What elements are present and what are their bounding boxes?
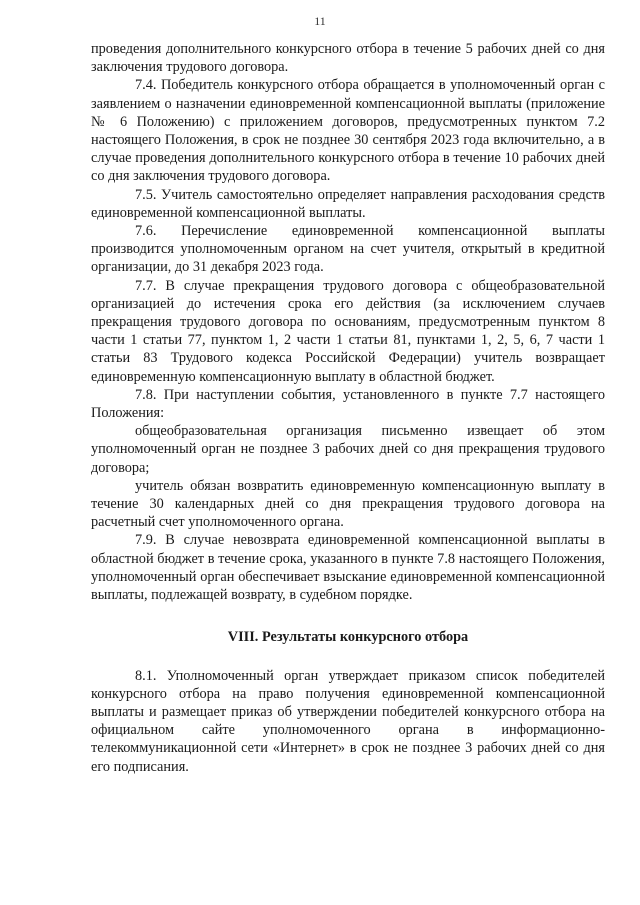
paragraph-8-1: 8.1. Уполномоченный орган утверждает приказом список победителей конкурсного отбора на право получения единовременной компенсационной выплаты и размещает приказ об утверждении победителей конкурсного отбора на официальном сайте уполномоченного органа в информационно-телекоммуникационной сети «Интернет» в срок не позднее 3 рабочих дней со дня его подписания.	[91, 667, 605, 775]
paragraph-7-8-organization: общеобразовательная организация письменно извещает об этом уполномоченный орган не позднее 3 рабочих дней со дня прекращения трудового договора;	[91, 423, 605, 476]
paragraph-7-8: 7.8. При наступлении события, установленного в пункте 7.7 настоящего Положения:	[91, 386, 605, 422]
paragraph-continuation: проведения дополнительного конкурсного отбора в течение 5 рабочих дней со дня заключения трудового договора.	[91, 41, 605, 76]
section-heading: VIII. Результаты конкурсного отбора	[227, 629, 469, 646]
paragraph-7-6: 7.6. Перечисление единовременной компенсационной выплаты производится уполномоченным органом на счет учителя, открытый в кредитной организации, до 31 декабря 2023 года.	[91, 223, 605, 276]
paragraph-7-7: 7.7. В случае прекращения трудового договора с общеобразовательной организацией до истечения срока его действия (за исключением случаев прекращения трудового договора по основаниям, предусмотренным пунктом 8 части 1 статьи 77, пунктом 1, 2 части 1 статьи 81, пунктами 1, 2, 5, 6, 7 части 1 статьи 83 Трудового кодекса Российской Федерации) учитель возвращает единовременную компенсационную выплату в областной бюджет.	[91, 277, 605, 385]
paragraph-7-9: 7.9. В случае невозврата единовременной компенсационной выплаты в областной бюджет в течение срока, указанного в пункте 7.8 настоящего Положения, уполномоченный орган обеспечивает взыскание единовременной компенсационной выплаты, подлежащей возврату, в судебном порядке.	[91, 532, 605, 604]
paragraph-7-5: 7.5. Учитель самостоятельно определяет направления расходования средств единовременной компенсационной выплаты.	[91, 186, 605, 221]
paragraph-7-4: 7.4. Победитель конкурсного отбора обращается в уполномоченный орган с заявлением о назначении единовременной компенсационной выплаты (приложение № 6 Положению) с приложением договоров, предусмотренных пунктом 7.2 настоящего Положения, в срок не позднее 30 сентября 2023 года включительно, а в случае проведения дополнительного конкурсного отбора в течение 10 рабочих дней со дня заключения трудового договора.	[91, 77, 605, 185]
paragraph-7-8-teacher: учитель обязан возвратить единовременную компенсационную выплату в течение 30 календарных дней со дня прекращения трудового договора на расчетный счет уполномоченного органа.	[91, 477, 605, 531]
document-body	[91, 40, 605, 776]
page-number: 11	[314, 14, 326, 28]
